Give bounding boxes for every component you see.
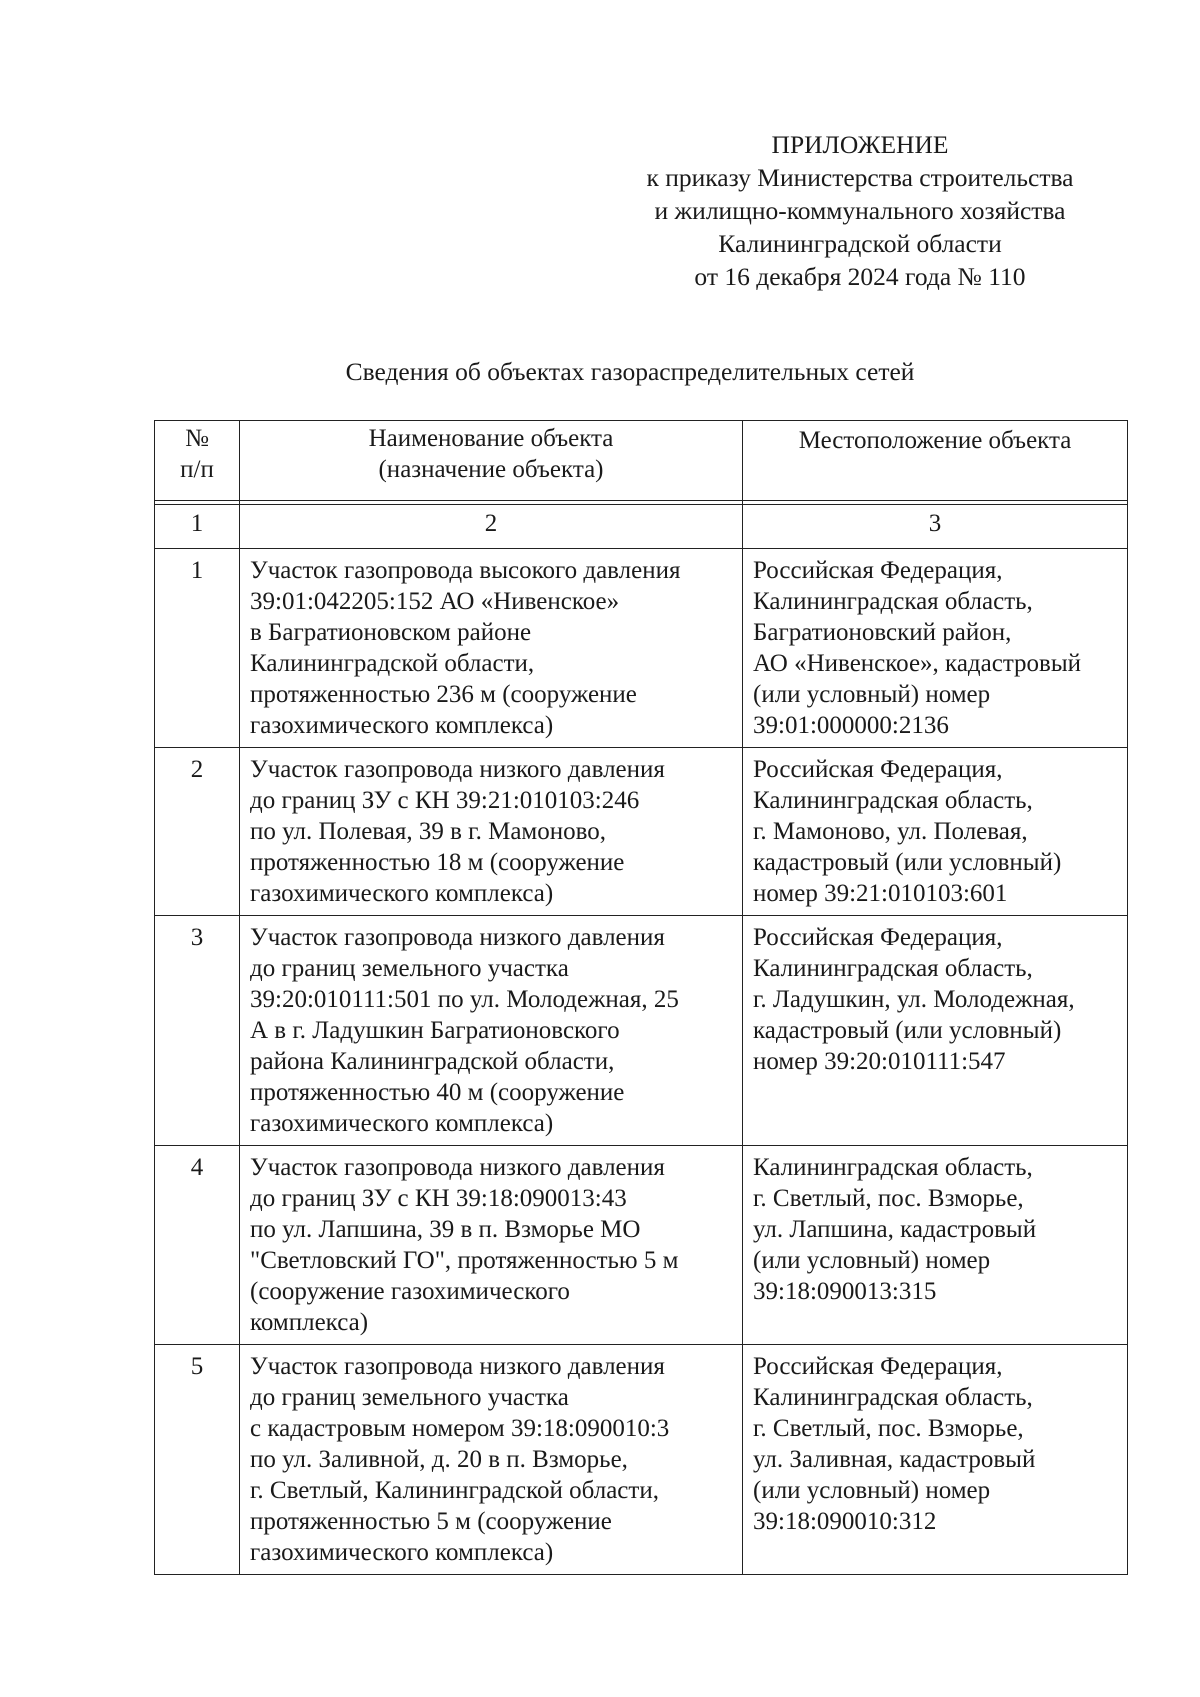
- object-name-line: газохимического комплекса): [250, 1110, 554, 1137]
- object-location: [743, 916, 1128, 1146]
- header-location: Местоположение объекта: [743, 421, 1128, 501]
- table-row: [155, 549, 1128, 748]
- table-row: [155, 748, 1128, 916]
- object-location-line: г. Светлый, пос. Взморье,: [753, 1185, 1024, 1212]
- object-name-line: Участок газопровода низкого давления: [250, 756, 665, 783]
- table-row: [155, 1345, 1128, 1575]
- object-location: [743, 1146, 1128, 1345]
- table-row: [155, 1146, 1128, 1345]
- column-number-2: 2: [240, 505, 743, 549]
- object-location-line: Калининградская область,: [753, 1154, 1033, 1181]
- document-title: Сведения об объектах газораспределительных сетей: [345, 357, 915, 386]
- object-location-line: АО «Нивенское», кадастровый: [753, 650, 1082, 677]
- object-name-line: протяженностью 236 м (сооружение: [250, 681, 637, 708]
- object-name-line: газохимического комплекса): [250, 712, 554, 739]
- header-name: Наименование объекта (назначение объекта): [240, 421, 743, 501]
- object-name-line: (сооружение газохимического: [250, 1278, 570, 1305]
- object-location-line: Калининградская область,: [753, 787, 1033, 814]
- object-name-line: Калининградской области,: [250, 650, 535, 677]
- object-name-line: "Светловский ГО", протяженностью 5 м: [250, 1247, 679, 1274]
- table-row: [155, 916, 1128, 1146]
- object-location-line: 39:18:090010:312: [753, 1508, 937, 1535]
- object-name-line: до границ ЗУ с КН 39:18:090013:43: [250, 1185, 627, 1212]
- object-name-line: в Багратионовском районе: [250, 619, 532, 646]
- object-location-line: ул. Заливная, кадастровый: [753, 1446, 1036, 1473]
- object-location-line: ул. Лапшина, кадастровый: [753, 1216, 1037, 1243]
- object-name-line: протяженностью 5 м (сооружение: [250, 1508, 612, 1535]
- object-name-line: по ул. Заливной, д. 20 в п. Взморье,: [250, 1446, 628, 1473]
- object-name-line: Участок газопровода высокого давления: [250, 557, 681, 584]
- row-number: 4: [155, 1146, 240, 1345]
- object-name-line: до границ земельного участка: [250, 1384, 569, 1411]
- object-location-line: номер 39:20:010111:547: [753, 1048, 1006, 1075]
- object-name: [240, 549, 743, 748]
- row-number: 5: [155, 1345, 240, 1575]
- object-name-line: района Калининградской области,: [250, 1048, 615, 1075]
- object-name: [240, 1345, 743, 1575]
- header-num: № п/п: [155, 421, 240, 501]
- object-name-line: Участок газопровода низкого давления: [250, 1353, 665, 1380]
- row-number: 3: [155, 916, 240, 1146]
- object-name-line: г. Светлый, Калининградской области,: [250, 1477, 659, 1504]
- object-location-line: (или условный) номер: [753, 1477, 991, 1504]
- object-location-line: Багратионовский район,: [753, 619, 1012, 646]
- object-name-line: протяженностью 18 м (сооружение: [250, 849, 625, 876]
- object-location-line: г. Мамоново, ул. Полевая,: [753, 818, 1028, 845]
- object-location-line: Калининградская область,: [753, 588, 1033, 615]
- object-name-line: Участок газопровода низкого давления: [250, 1154, 665, 1181]
- object-name-line: А в г. Ладушкин Багратионовского: [250, 1017, 620, 1044]
- object-name-line: до границ земельного участка: [250, 955, 569, 982]
- table-header-row: [155, 421, 1128, 501]
- object-location-line: 39:01:000000:2136: [753, 712, 949, 739]
- column-number-1: 1: [155, 505, 240, 549]
- object-name-line: комплекса): [250, 1309, 369, 1336]
- object-name: [240, 748, 743, 916]
- appendix-line-4: от 16 декабря 2024 года № 110: [694, 262, 1026, 291]
- object-location-line: Калининградская область,: [753, 955, 1033, 982]
- object-location-line: кадастровый (или условный): [753, 849, 1062, 876]
- object-location-line: г. Ладушкин, ул. Молодежная,: [753, 986, 1075, 1013]
- object-location-line: номер 39:21:010103:601: [753, 880, 1008, 907]
- object-location-line: (или условный) номер: [753, 1247, 991, 1274]
- object-name-line: до границ ЗУ с КН 39:21:010103:246: [250, 787, 640, 814]
- object-location: [743, 549, 1128, 748]
- object-name-line: газохимического комплекса): [250, 1539, 554, 1566]
- object-name-line: протяженностью 40 м (сооружение: [250, 1079, 625, 1106]
- object-location: [743, 1345, 1128, 1575]
- object-location-line: (или условный) номер: [753, 681, 991, 708]
- object-name-line: Участок газопровода низкого давления: [250, 924, 665, 951]
- object-location-line: Российская Федерация,: [753, 1353, 1003, 1380]
- object-name-line: с кадастровым номером 39:18:090010:3: [250, 1415, 670, 1442]
- objects-table: [154, 420, 1128, 1575]
- object-name-line: по ул. Полевая, 39 в г. Мамоново,: [250, 818, 607, 845]
- object-name: [240, 916, 743, 1146]
- object-name-line: 39:20:010111:501 по ул. Молодежная, 25: [250, 986, 679, 1013]
- row-number: 1: [155, 549, 240, 748]
- appendix-header: [600, 128, 1120, 293]
- object-name-line: по ул. Лапшина, 39 в п. Взморье МО: [250, 1216, 641, 1243]
- appendix-line-2: и жилищно-коммунального хозяйства: [654, 196, 1066, 225]
- object-name-line: 39:01:042205:152 АО «Нивенское»: [250, 588, 620, 615]
- object-location-line: Российская Федерация,: [753, 924, 1003, 951]
- object-location-line: Российская Федерация,: [753, 557, 1003, 584]
- object-name-line: газохимического комплекса): [250, 880, 554, 907]
- appendix-line-3: Калининградской области: [718, 229, 1002, 258]
- object-name: [240, 1146, 743, 1345]
- column-number-3: 3: [743, 505, 1128, 549]
- object-location: [743, 748, 1128, 916]
- object-location-line: Калининградская область,: [753, 1384, 1033, 1411]
- appendix-line-1: к приказу Министерства строительства: [646, 163, 1074, 192]
- column-number-row: [155, 505, 1128, 549]
- object-location-line: г. Светлый, пос. Взморье,: [753, 1415, 1024, 1442]
- object-location-line: Российская Федерация,: [753, 756, 1003, 783]
- row-number: 2: [155, 748, 240, 916]
- appendix-title: ПРИЛОЖЕНИЕ: [771, 130, 949, 159]
- object-location-line: кадастровый (или условный): [753, 1017, 1062, 1044]
- object-location-line: 39:18:090013:315: [753, 1278, 937, 1305]
